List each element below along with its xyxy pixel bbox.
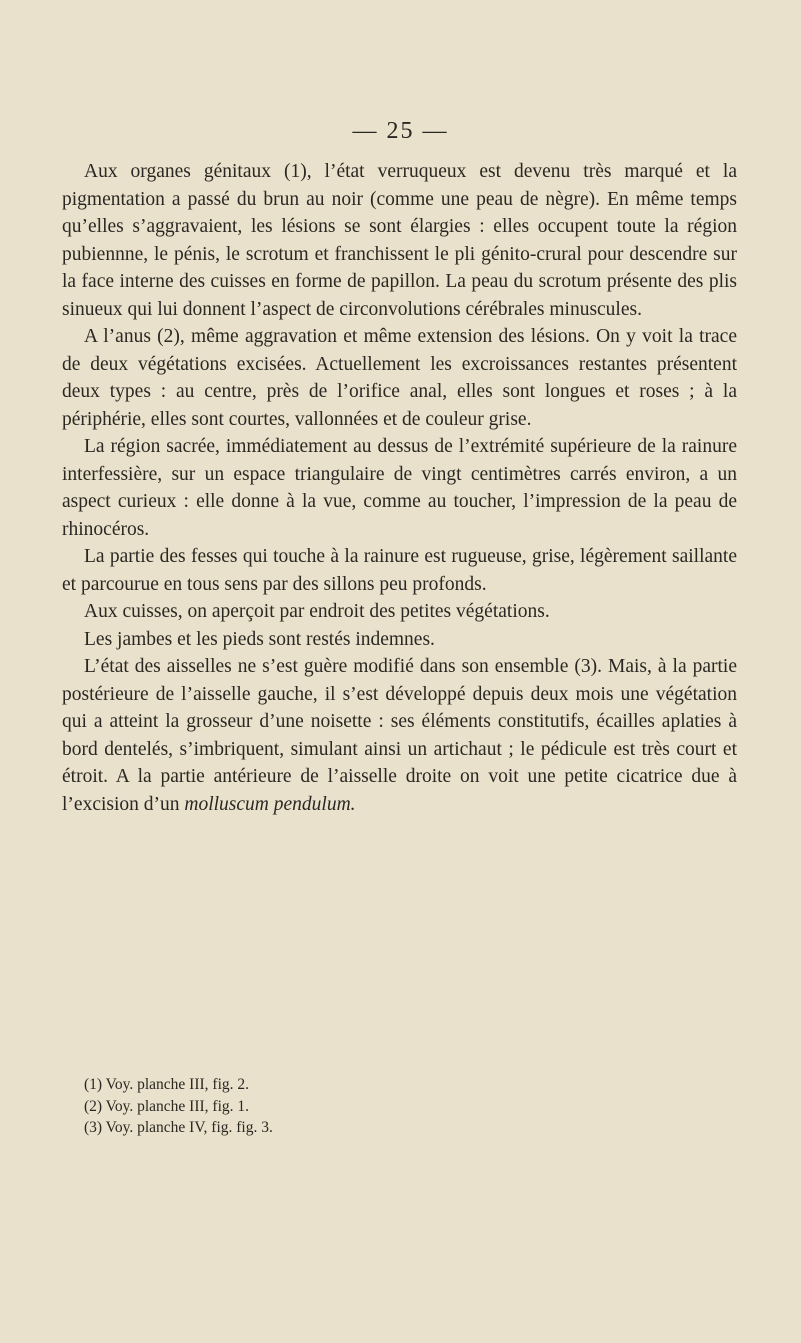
paragraph-sacral-region: La région sacrée, immédiatement au dessus de l’extrémité supérieure de la rainure interfessière, sur un espace triangulaire de vingt centimètres carrés environ, a un aspect curieux : elle donne à la vue, comme au toucher, l’impression de la peau de rhinocéros.	[62, 436, 737, 540]
paragraph-genital-organs: Aux organes génitaux (1), l’état verruqueux est devenu très marqué et la pigmentation a passé du brun au noir (comme une peau de nègre). En même temps qu’elles s’aggravaient, les lésions se sont élargies : elles occupent toute la région pubiennne, le pénis, le scrotum et franchissent le pli génito-crural pour descendre sur la face interne des cuisses en forme de papillon. La peau du scrotum présente des plis sinueux qui lui donnent l’aspect de circonvolutions cérébrales minuscules.	[62, 161, 737, 320]
paragraph-anus: A l’anus (2), même aggravation et même extension des lésions. On y voit la trace de deux végétations excisées. Actuellement les excroissances restantes présentent deux types : au centre, près de l’orifice anal, elles sont longues et roses ; à la périphérie, elles sont courtes, vallonnées et de couleur grise.	[62, 326, 737, 430]
paragraph-thighs: Aux cuisses, on aperçoit par endroit des petites végétations.	[84, 601, 550, 622]
paragraph-armpits	[62, 653, 737, 818]
footnote-3: (3) Voy. planche IV, fig. fig. 3.	[84, 1119, 273, 1136]
molluscum-term: molluscum pendulum.	[184, 793, 356, 815]
footnote-2: (2) Voy. planche III, fig. 1.	[84, 1097, 250, 1115]
footnote-1: (1) Voy. planche III, fig. 2.	[84, 1076, 250, 1093]
body-text	[62, 158, 737, 818]
paragraph-legs: Les jambes et les pieds sont restés indemnes.	[84, 628, 435, 650]
paragraph-armpits-text: L’état des aisselles ne s’est guère modifié dans son ensemble (3). Mais, à la partie postérieure de l’aisselle gauche, il s’est développé depuis deux mois une végétation qui a atteint la grosseur d’une noisette : ses éléments constitutifs, écailles aplaties à bord dentelés, s’imbriquent, simulant ainsi un artichaut ; le pédicule est très court et étroit. A la partie antérieure de l’aisselle droite on voit une petite cicatrice due à l’excision d’un	[62, 656, 737, 815]
paragraph-buttocks: La partie des fesses qui touche à la rainure est rugueuse, grise, légèrement saillante et parcourue en tous sens par des sillons peu profonds.	[62, 546, 737, 595]
footnotes	[84, 1074, 684, 1139]
page-number: — 25 —	[352, 118, 449, 144]
